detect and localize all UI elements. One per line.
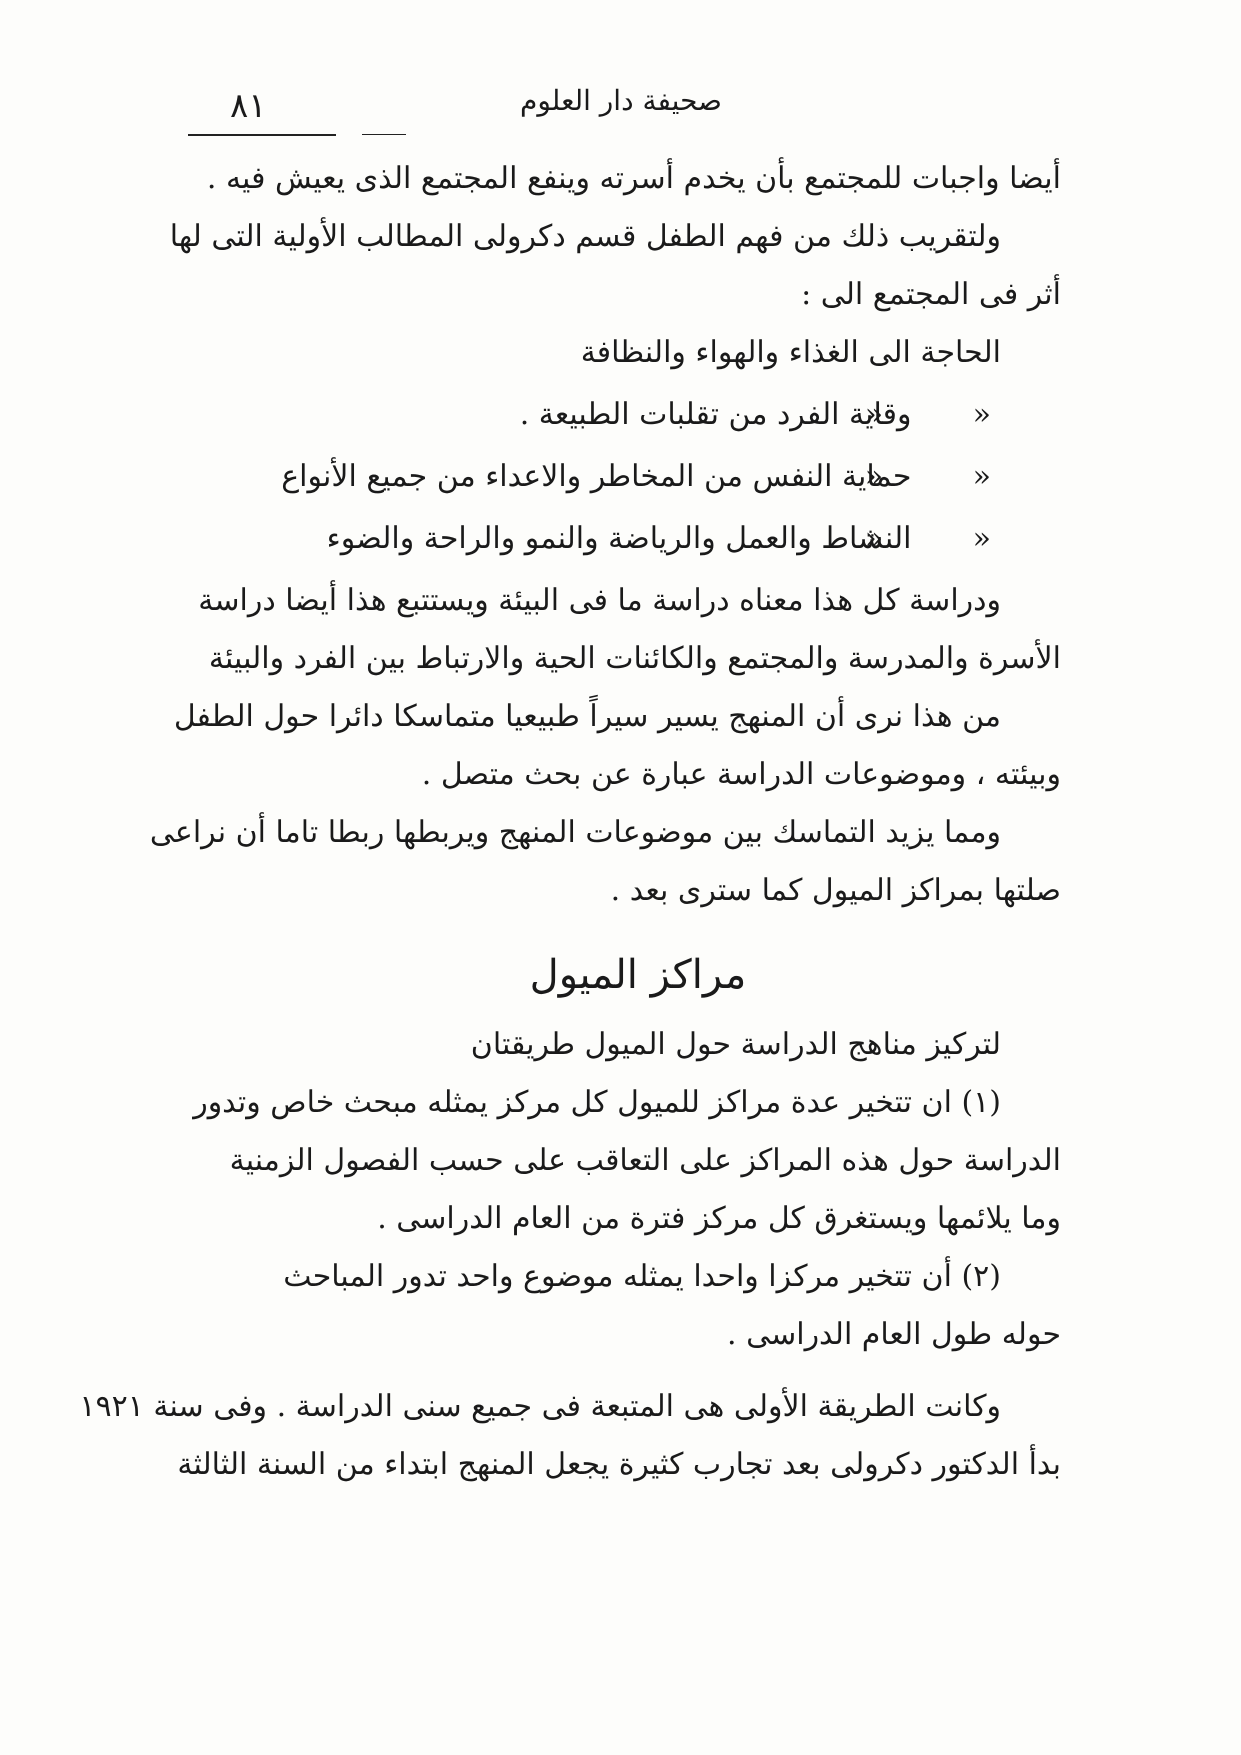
list-item-text: وقاية الفرد من تقلبات الطبيعة . xyxy=(519,397,912,432)
text-line: وكانت الطريقة الأولى هى المتبعة فى جميع سنى الدراسة . وفى سنة ١٩٢١ xyxy=(79,1389,1001,1424)
text-line: ودراسة كل هذا معناه دراسة ما فى البيئة ويستتبع هذا أيضا دراسة xyxy=(198,583,1001,618)
list-item-text: حماية النفس من المخاطر والاعداء من جميع الأنواع xyxy=(281,459,912,494)
text-line: حوله طول العام الدراسى . xyxy=(727,1317,1061,1352)
text-line: (١) ان تتخير عدة مراكز للميول كل مركز يمثله مبحث خاص وتدور xyxy=(193,1085,1001,1120)
text-line: (٢) أن تتخير مركزا واحدا يمثله موضوع واحد تدور المباحث xyxy=(283,1259,1001,1294)
page-number: ٨١ xyxy=(230,86,267,126)
text-line: ولتقريب ذلك من فهم الطفل قسم دكرولى المطالب الأولية التى لها xyxy=(169,219,1001,254)
running-title: صحيفة دار العلوم xyxy=(520,84,722,117)
text-line: أيضا واجبات للمجتمع بأن يخدم أسرته وينفع المجتمع الذى يعيش فيه . xyxy=(206,161,1061,196)
header-rule xyxy=(188,134,336,136)
text-line: لتركيز مناهج الدراسة حول الميول طريقتان xyxy=(470,1027,1001,1062)
text-line: الأسرة والمدرسة والمجتمع والكائنات الحية والارتباط بين الفرد والبيئة xyxy=(208,641,1061,676)
text-line: ومما يزيد التماسك بين موضوعات المنهج ويربطها ربطا تاما أن نراعى xyxy=(149,815,1001,850)
page-header xyxy=(180,82,1060,132)
list-item xyxy=(175,448,1061,510)
page-body xyxy=(79,150,1061,1494)
list-item xyxy=(175,386,1061,448)
ditto-marks: « « xyxy=(864,459,1031,494)
text-line: بدأ الدكتور دكرولى بعد تجارب كثيرة يجعل المنهج ابتداء من السنة الثالثة xyxy=(177,1447,1061,1482)
text-line: الدراسة حول هذه المراكز على التعاقب على حسب الفصول الزمنية xyxy=(229,1143,1061,1178)
text-line: من هذا نرى أن المنهج يسير سيراً طبيعيا متماسكا دائرا حول الطفل xyxy=(173,699,1001,734)
text-line: وما يلائمها ويستغرق كل مركز فترة من العام الدراسى . xyxy=(377,1201,1061,1236)
list-item: الحاجة الى الغذاء والهواء والنظافة xyxy=(580,335,1001,370)
list-item xyxy=(175,510,1061,572)
text-line: صلتها بمراكز الميول كما سترى بعد . xyxy=(610,873,1061,908)
text-line: وبيئته ، وموضوعات الدراسة عبارة عن بحث متصل . xyxy=(421,757,1061,792)
paragraph-gap xyxy=(175,1364,1061,1378)
ditto-marks: « « xyxy=(864,521,1031,556)
ditto-marks: « « xyxy=(864,397,1031,432)
text-line: أثر فى المجتمع الى : xyxy=(801,277,1061,312)
list-item-text: النشاط والعمل والرياضة والنمو والراحة والضوء xyxy=(326,521,912,556)
section-heading: مراكز الميول xyxy=(529,952,747,998)
needs-list xyxy=(175,324,1061,572)
header-rule-short xyxy=(362,134,406,135)
